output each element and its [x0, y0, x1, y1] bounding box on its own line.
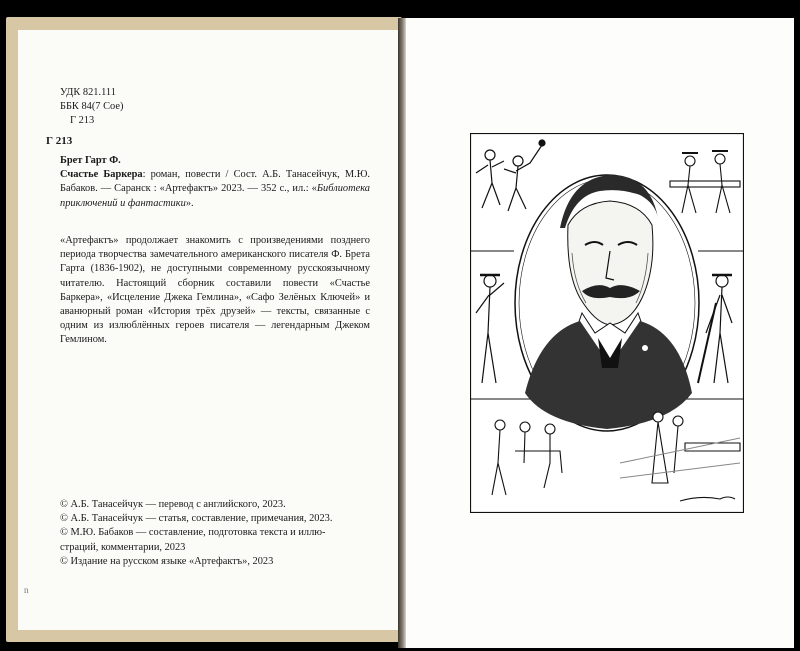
annotation: «Артефактъ» продолжает знакомить с произведениями позднего периода творчества замечательного американского писателя Ф. Брета Гарта (1836-1902), не доступными современному русскоязычному читателю. Настоящий сборник составили повести «Счастье Баркера», «Исцеление Джека Гемлина», «Сафо Зелёных Ключей» и аванюрный роман «История трёх друзей» — тексты, связанные с одним из излюблённых героев писателя — легендарным Джеком Гемлином. — [60, 235, 370, 346]
bib-title: Счастье Баркера — [60, 169, 143, 181]
author-mark-bold: Г 213 — [46, 135, 73, 147]
bbk-code: ББК 84(7 Сое) — [60, 101, 124, 112]
bib-author: Брет Гарт Ф. — [60, 155, 121, 166]
copyright-line: страций, комментарии, 2023 — [60, 541, 186, 553]
copyright-line: © А.Б. Танасейчук — статья, составление, примечания, 2023. — [60, 513, 333, 525]
page-mark: n — [24, 585, 29, 595]
udk-code: УДК 821.111 — [60, 87, 116, 98]
copyright-block — [60, 498, 380, 569]
copyright-line: © Издание на русском языке «Артефактъ», 2023 — [60, 555, 274, 567]
frontispiece-illustration — [470, 133, 744, 513]
bib-series: Библиотека приключений и фантастики — [60, 183, 370, 209]
bib-details: : роман, повести / Сост. А.Б. Танасейчук, М.Ю. Бабаков. — Саранск : «Артефактъ» 2023. — 352 с., ил.: « — [60, 169, 371, 195]
portrait-oval — [515, 175, 699, 431]
bibliographic-record — [60, 154, 370, 211]
author-mark: Г 213 — [70, 115, 95, 126]
copyright-line: © А.Б. Танасейчук — перевод с английского, 2023. — [60, 499, 286, 510]
bib-end: ». — [185, 197, 194, 209]
book-gutter — [398, 18, 406, 648]
copyright-line: © М.Ю. Бабаков — составление, подготовка текста и иллю- — [60, 527, 326, 539]
